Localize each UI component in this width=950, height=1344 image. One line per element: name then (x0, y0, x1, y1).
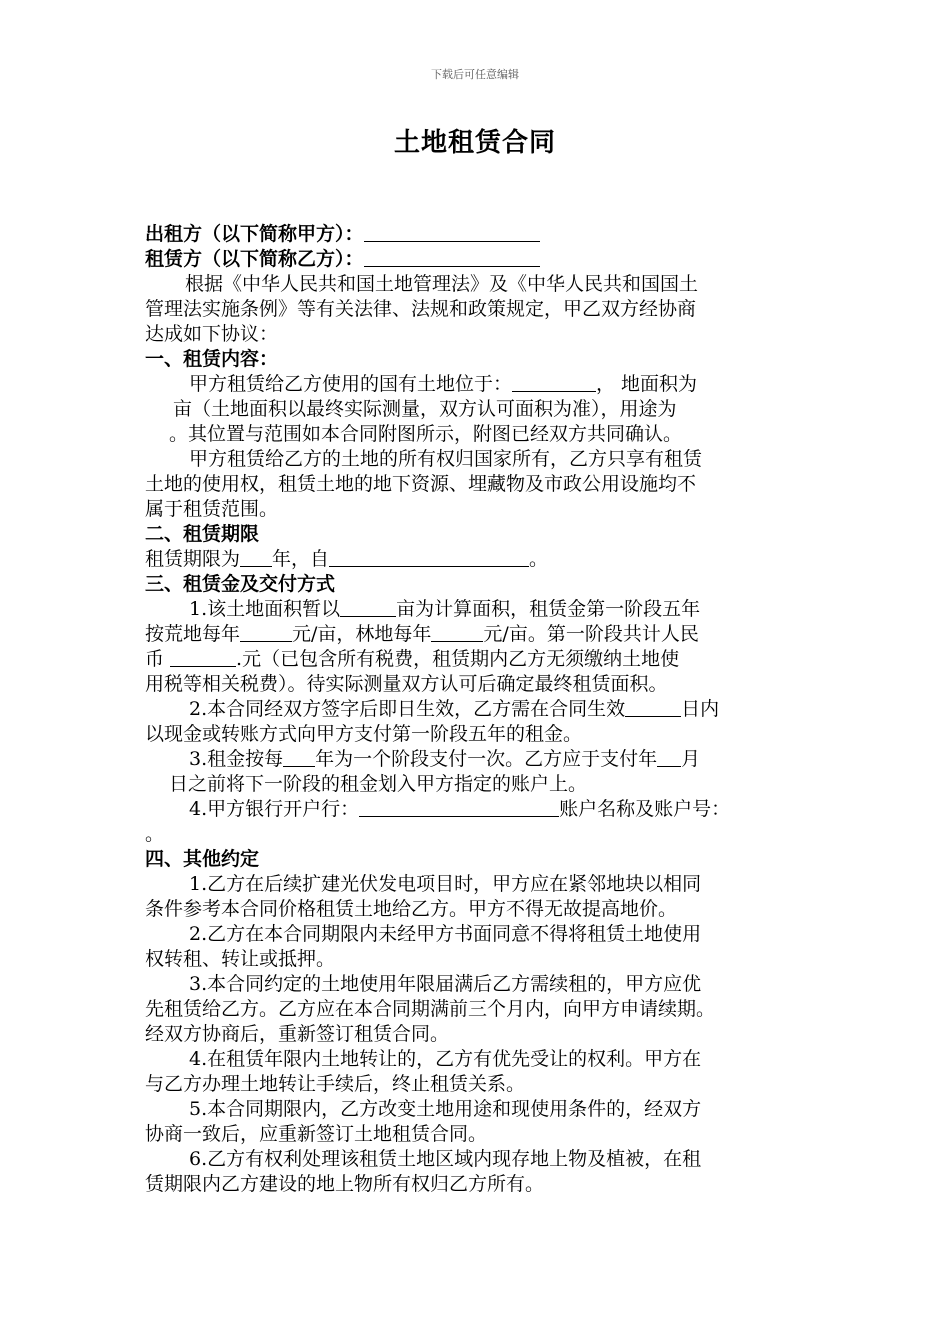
lessee-blank[interactable] (364, 248, 540, 267)
s4-item-line: 4.在租赁年限内土地转让的，乙方有优先受让的权利。甲方在 (189, 1048, 702, 1070)
wasteland-price-blank[interactable] (240, 623, 292, 642)
section-4-heading: 四、其他约定 (145, 848, 260, 870)
s4-item-line: 经双方协商后，重新签订租赁合同。 (145, 1023, 450, 1045)
s4-item-line: 协商一致后，应重新签订土地租赁合同。 (145, 1123, 488, 1145)
s4-item-line: 6.乙方有权利处理该租赁土地区域内现存地上物及植被，在租 (189, 1148, 702, 1170)
header-note: 下载后可任意编辑 (431, 68, 519, 81)
s3-text: 年为一个阶段支付一次。乙方应于支付年 (315, 748, 658, 770)
lessor-label: 出租方（以下简称甲方）： (145, 223, 364, 245)
lessee-label: 租赁方（以下简称乙方）： (145, 248, 364, 270)
payment-days-blank[interactable] (625, 698, 681, 717)
s3-text: 亩为计算面积，租赁金第一阶段五年 (396, 598, 701, 620)
s3-text: 月 (681, 748, 701, 770)
s4-item-line: 条件参考本合同价格租赁土地给乙方。甲方不得无故提高地价。 (145, 898, 678, 920)
section-2-heading: 二、租赁期限 (145, 523, 260, 545)
s4-item-line: 2.乙方在本合同期限内未经甲方书面同意不得将租赁土地使用 (189, 923, 702, 945)
payment-month-blank[interactable] (657, 748, 681, 767)
location-blank[interactable] (512, 373, 596, 392)
s3-text: 1.该土地面积暂以 (189, 598, 341, 620)
s3-text: 元/亩，林地每年 (292, 623, 432, 645)
total-amount-blank[interactable] (170, 648, 236, 667)
s3-text: 2.本合同经双方签字后即日生效，乙方需在合同生效 (189, 698, 626, 720)
s3-text: .元（已包含所有税费，租赁期内乙方无须缴纳土地使 (236, 648, 680, 670)
period-years-blank[interactable] (283, 748, 315, 767)
lessor-blank[interactable] (364, 223, 540, 242)
s1-para-2-line: 属于租赁范围。 (145, 498, 279, 520)
s3-text: 币 (145, 648, 171, 670)
bank-blank[interactable] (359, 798, 559, 817)
s3-item-3-line: 日之前将下一阶段的租金划入甲方指定的账户上。 (169, 773, 588, 795)
s3-item-4-line (145, 797, 825, 822)
s1-line-2: 亩（土地面积以最终实际测量，双方认可面积为准），用途为 (173, 398, 677, 420)
preamble-line: 管理法实施条例》等有关法律、法规和政策规定，甲乙双方经协商 (145, 298, 697, 320)
s4-item-line: 5.本合同期限内，乙方改变土地用途和现使用条件的，经双方 (189, 1098, 702, 1120)
lessee-line (145, 247, 825, 272)
s1-text: 甲方租赁给乙方使用的国有土地位于： (189, 373, 513, 395)
section-3-heading: 三、租赁金及交付方式 (145, 573, 336, 595)
s4-item-line: 权转租、转让或抵押。 (145, 948, 336, 970)
s3-item-3-line (145, 747, 825, 772)
s4-item-line: 与乙方办理土地转让手续后，终止租赁关系。 (145, 1073, 526, 1095)
s1-text: ， 地面积为 (596, 373, 698, 395)
s1-para-2-line: 甲方租赁给乙方的土地的所有权归国家所有，乙方只享有租赁 (189, 448, 703, 470)
contract-body (145, 222, 825, 1197)
s4-item-line: 1.乙方在后续扩建光伏发电项目时，甲方应在紧邻地块以相同 (189, 873, 702, 895)
s3-text: 。 (145, 823, 165, 845)
s4-item-line: 赁期限内乙方建设的地上物所有权归乙方所有。 (145, 1173, 545, 1195)
s2-text: 年，自 (272, 548, 330, 570)
s1-para-2-line: 土地的使用权，租赁土地的地下资源、埋藏物及市政公用设施均不 (145, 473, 697, 495)
s3-text: 4.甲方银行开户行： (189, 798, 360, 820)
s4-item-line: 先租赁给乙方。乙方应在本合同期满前三个月内，向甲方申请续期。 (145, 998, 716, 1020)
s4-item-line: 3.本合同约定的土地使用年限届满后乙方需续租的，甲方应优 (189, 973, 702, 995)
term-years-blank[interactable] (240, 548, 272, 567)
s3-item-1-line: 用税等相关税费）。待实际测量双方认可后确定最终租赁面积。 (145, 673, 668, 695)
s3-item-1-line (145, 622, 825, 647)
s3-text: 元/亩。第一阶段共计人民 (483, 623, 699, 645)
s3-text: 账户名称及账户号： (559, 798, 731, 820)
s3-item-4-line (145, 822, 825, 847)
preamble-line: 根据《中华人民共和国土地管理法》及《中华人民共和国国土 (185, 273, 699, 295)
s3-text: 按荒地每年 (145, 623, 241, 645)
s2-text: 。 (529, 548, 549, 570)
s3-item-1-line (145, 647, 825, 672)
area-blank[interactable] (340, 598, 396, 617)
forest-price-blank[interactable] (431, 623, 483, 642)
s3-item-2-line (145, 697, 825, 722)
s3-text: 3.租金按每 (189, 748, 284, 770)
s3-item-1-line (145, 597, 825, 622)
s3-item-2-line: 以现金或转账方式向甲方支付第一阶段五年的租金。 (145, 723, 583, 745)
s3-text: 日内 (681, 698, 720, 720)
document-title: 土地租赁合同 (393, 128, 556, 158)
preamble-line: 达成如下协议： (145, 323, 279, 345)
s2-text: 租赁期限为 (145, 548, 241, 570)
s1-line-1 (145, 372, 825, 397)
s1-line-3: 。其位置与范围如本合同附图所示，附图已经双方共同确认。 (169, 423, 683, 445)
lessor-line (145, 222, 825, 247)
section-1-heading: 一、租赁内容： (145, 348, 279, 370)
term-from-blank[interactable] (329, 548, 529, 567)
s2-line (145, 547, 825, 572)
